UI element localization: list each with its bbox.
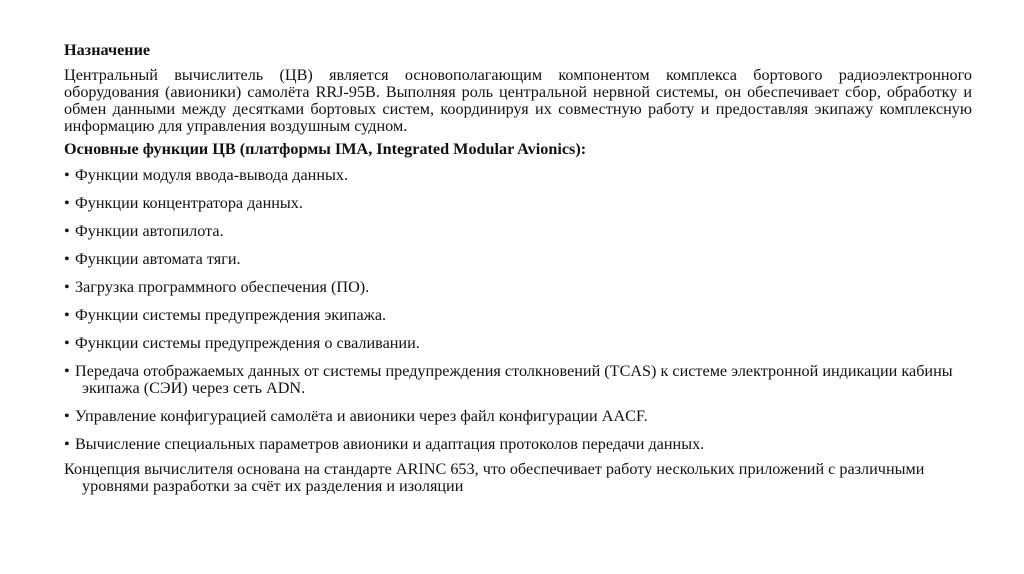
list-item [64, 408, 972, 425]
list-item-text: Функции автомата тяги. [75, 250, 241, 268]
bullet-icon: • [64, 306, 70, 324]
list-item [64, 251, 972, 268]
list-item-text: Функции системы предупреждения о сваливании. [75, 334, 420, 352]
bullet-icon: • [64, 407, 70, 425]
list-item [64, 436, 972, 453]
list-item [64, 195, 972, 212]
document-page [64, 42, 972, 495]
list-item-text: Функции модуля ввода-вывода данных. [75, 166, 349, 184]
bullet-icon: • [64, 250, 70, 268]
list-item [64, 363, 972, 397]
list-item-text: Загрузка программного обеспечения (ПО). [75, 278, 370, 296]
list-item-text: Функции автопилота. [75, 222, 224, 240]
bullet-icon: • [64, 194, 70, 212]
intro-paragraph: Центральный вычислитель (ЦВ) является основополагающим компонентом комплекса бортового радиоэлектронного оборудования (авионики) самолёта RRJ-95B. Выполняя роль центральной нервной системы, он обеспечивает сбор, обработку и обмен данными между десятками бортовых систем, координируя их совместную работу и предоставляя экипажу комплексную информацию для управления воздушным судном. [64, 66, 972, 135]
list-item-text: Функции системы предупреждения экипажа. [75, 306, 387, 324]
conclusion-paragraph: Концепция вычислителя основана на стандарте ARINC 653, что обеспечивает работу нескольких приложений с различными уровнями разработки за счёт их разделения и изоляции [64, 460, 925, 495]
bullet-icon: • [64, 435, 70, 453]
bullet-icon: • [64, 166, 70, 184]
list-item-text: Передача отображаемых данных от системы предупреждения столкновений (TCAS) к системе электронной индикации кабины экипажа (СЭИ) через сеть ADN. [75, 362, 953, 397]
section-heading: Назначение [64, 41, 151, 59]
functions-title: Основные функции ЦВ (платформы IMA, Integrated Modular Avionics): [64, 140, 587, 158]
bullet-icon: • [64, 222, 70, 240]
list-item [64, 167, 972, 184]
list-item [64, 279, 972, 296]
functions-list [64, 167, 972, 453]
list-item [64, 335, 972, 352]
bullet-icon: • [64, 334, 70, 352]
list-item [64, 223, 972, 240]
bullet-icon: • [64, 362, 70, 380]
list-item-text: Функции концентратора данных. [75, 194, 303, 212]
list-item [64, 307, 972, 324]
list-item-text: Вычисление специальных параметров авионики и адаптация протоколов передачи данных. [75, 435, 705, 453]
list-item-text: Управление конфигурацией самолёта и авионики через файл конфигурации AACF. [75, 407, 648, 425]
bullet-icon: • [64, 278, 70, 296]
